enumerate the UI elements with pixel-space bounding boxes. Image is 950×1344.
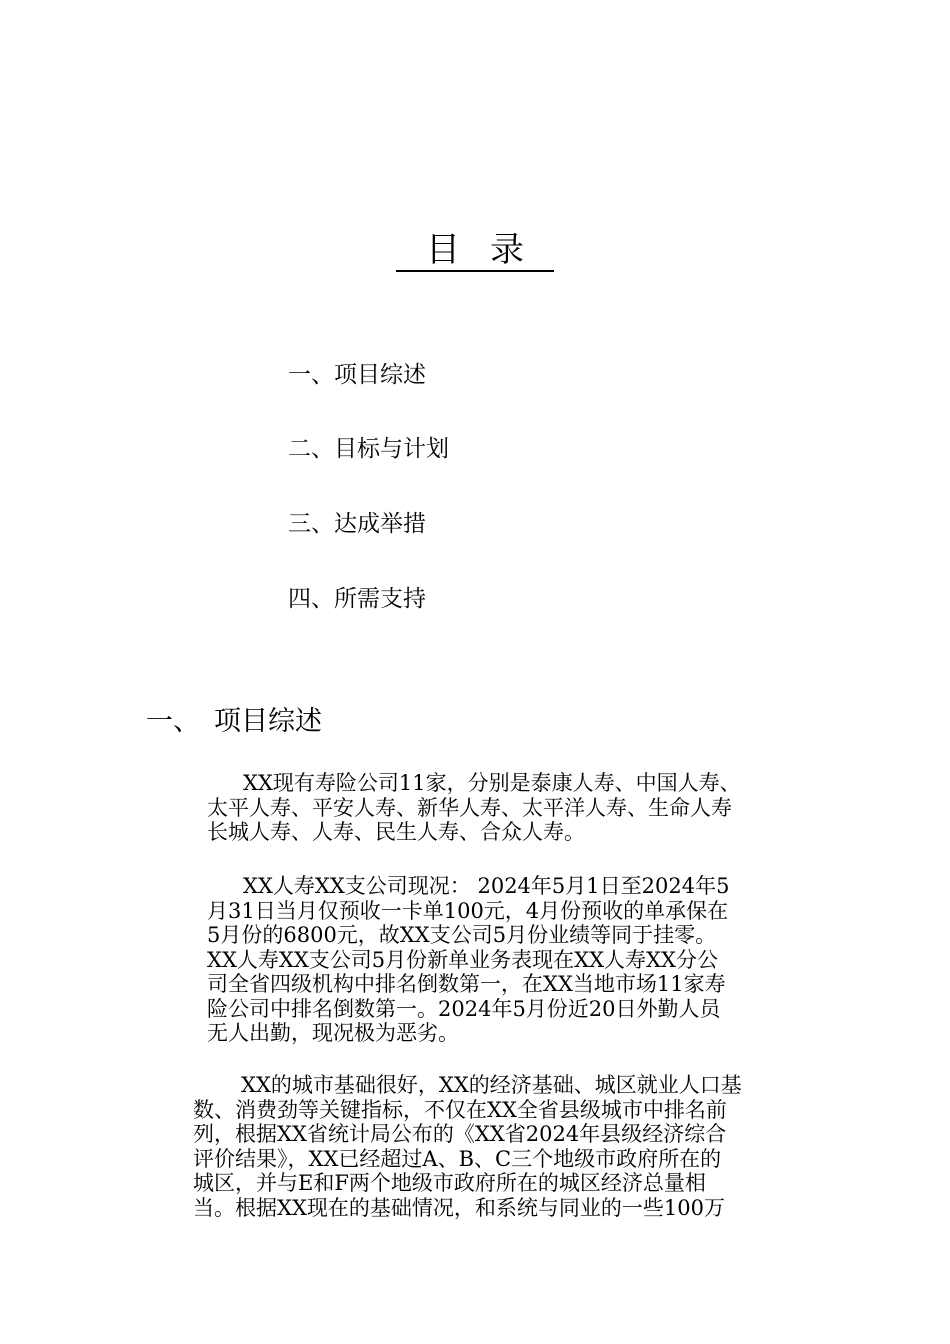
toc-title-text: 目录: [396, 230, 554, 272]
text-line: 月31日当月仅预收一卡单100元，4月份预收的单承保在: [207, 898, 729, 923]
text-line: 数、消费劲等关键指标，不仅在XX全省县级城市中排名前: [193, 1097, 727, 1122]
text-line: 列，根据XX省统计局公布的《XX省2024年县级经济综合: [193, 1122, 727, 1146]
toc-item-goals[interactable]: 二、目标与计划: [288, 436, 449, 462]
text-line: XX人寿XX支公司5月份新单业务表现在XX人寿XX分公: [207, 947, 718, 972]
paragraph-insurers: [207, 771, 741, 845]
toc-title: [0, 222, 950, 278]
section-number: 一、: [146, 706, 200, 737]
text-line: XX人寿XX支公司现况： 2024年5月1日至2024年5: [243, 874, 730, 898]
toc-item-overview[interactable]: 一、项目综述: [288, 362, 426, 388]
text-line: 司全省四级机构中排名倒数第一，在XX当地市场11家寿: [207, 972, 726, 996]
toc-item-measures[interactable]: 三、达成举措: [288, 511, 426, 537]
text-line: 无人出勤，现况极为恶劣。: [207, 1021, 459, 1045]
paragraph-branch-status: [207, 874, 729, 1046]
text-line: 长城人寿、人寿、民生人寿、合众人寿。: [207, 820, 585, 844]
text-line: 险公司中排名倒数第一。2024年5月份近20日外勤人员: [207, 996, 721, 1021]
toc-item-support[interactable]: 四、所需支持: [288, 586, 426, 612]
text-line: 5月份的6800元，故XX支公司5月份业绩等同于挂零。: [207, 923, 717, 947]
section-heading: [146, 702, 322, 742]
text-line: 当。根据XX现在的基础情况，和系统与同业的一些100万: [193, 1195, 725, 1220]
text-line: XX的城市基础很好，XX的经济基础、城区就业人口基: [241, 1073, 742, 1097]
paragraph-city-economy: [193, 1073, 742, 1220]
section-title: 项目综述: [214, 706, 322, 737]
text-line: 评价结果》，XX已经超过A、B、C三个地级市政府所在的: [193, 1146, 722, 1171]
text-line: 城区，并与E和F两个地级市政府所在的城区经济总量相: [193, 1171, 706, 1195]
text-line: XX现有寿险公司11家，分别是泰康人寿、中国人寿、: [243, 771, 741, 795]
text-line: 太平人寿、平安人寿、新华人寿、太平洋人寿、生命人寿: [207, 795, 732, 820]
